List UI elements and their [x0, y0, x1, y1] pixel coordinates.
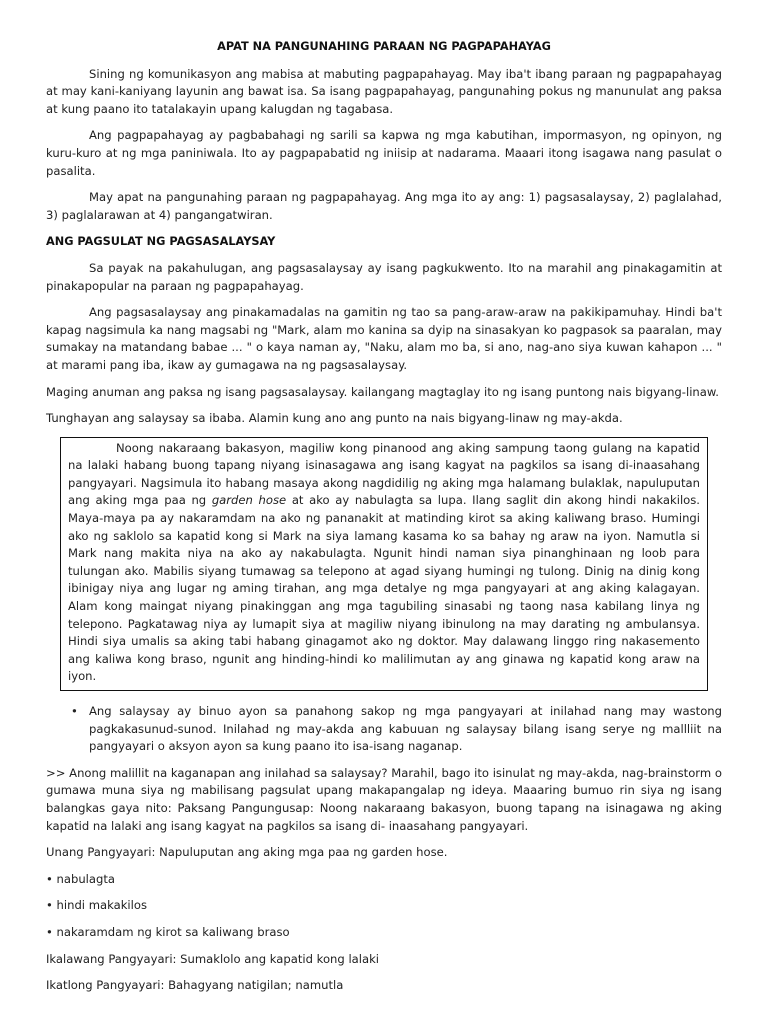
event-line: • hindi makakilos	[46, 898, 148, 913]
intro-paragraph-3: May apat na pangunahing paraan ng pagpapahayag. Ang mga ito ay ang: 1) pagsasalaysay, 2) paglalahad, 3) paglalarawan at 4) pangangatwiran.	[46, 190, 722, 222]
section-heading: ANG PAGSULAT NG PAGSASALAYSAY	[46, 235, 276, 249]
event-line: • nakaramdam ng kirot sa kaliwang braso	[46, 924, 290, 939]
analysis-paragraph: >> Anong malillit na kaganapan ang inilahad sa salaysay? Marahil, bago ito isinulat ng may-akda, nag-brainstorm o gumawa muna siya ng mabilisang pagsulat upang makapangalap ng ideya. Maaaring bumuo rin siya ng isang balangkas gaya nito: Paksang Pangungusap: Noong nakaraang bakasyon, buong tapang na isinagawa ng aking kapatid na lalaki ang isang kagyat na pagkilos sa isang di- inaasahang pangyayari.	[46, 765, 722, 833]
event-line: • nabulagta	[46, 871, 116, 886]
plain-paragraph-2: Tunghayan ang salaysay sa ibaba. Alamin kung ano ang punto na nais bigyang-linaw ng may-akda.	[46, 411, 623, 426]
bullet-text: Ang salaysay ay binuo ayon sa panahong sakop ng mga pangyayari at inilahad nang may wastong pagkakasunud-sunod. Inilahad ng may-akda ang kabuuan ng salaysay bilang isang serye ng mallliit na pangyayari o aksyon ayon sa kung paano ito isa-isang naganap.	[89, 704, 722, 754]
story-text-part-2: at ako ay nabulagta sa lupa. Ilang saglit din akong hindi nakakilos. Maya-maya pa ay nakaramdam na ako ng pananakit at matinding kirot sa aking kaliwang braso. Humingi ako ng saklolo sa kapatid kong si Mark na siya lamang kasama ko sa bahay ng araw na iyon. Namutla si Mark nang makita niya na ako ay nakabulagta. Ngunit hindi naman siya pinanghinaan ng loob para tulungan ako. Mabilis siyang tumawag sa telepono at agad siyang humingi ng tulong. Dinig na dinig kong ibinigay niya ang lugar ng aming tirahan, ang mga detalye ng mga pangyayari at ang aking kalagayan. Alam kong maingat niyang pinakinggan ang mga tagubiling sinasabi ng taong nasa kabilang linya ng telepono. Pagkatawag niya ay lumapit siya at magiliw niyang ibinulong na may darating ng ambulansya. Hindi siya umalis sa aking tabi habang ginagamot ako ng doktor. May dalawang linggo ring nakasemento ang kaliwa kong braso, ngunit ang hinding-hindi ko malilimutan ay ang ginawa ng kapatid kong araw na iyon.	[68, 493, 700, 684]
event-line: Ikatlong Pangyayari: Bahagyang natigilan; namutla	[46, 978, 344, 993]
event-line: Ikalawang Pangyayari: Sumaklolo ang kapatid kong lalaki	[46, 951, 380, 966]
event-line: Unang Pangyayari: Napuluputan ang aking mga paa ng garden hose.	[46, 845, 448, 860]
intro-paragraph-1: Sining ng komunikasyon ang mabisa at mabuting pagpapahayag. May iba't ibang paraan ng pagpapahayag at may kani-kaniyang layunin ang bawat isa. Sa isang pagpapahayag, pangunahing pokus ng manunulat ang paksa at kung paano ito tatalakayin upang kalugdan ng tagabasa.	[46, 66, 722, 116]
page-title: APAT NA PANGUNAHING PARAAN NG PAGPAPAHAYAG	[217, 40, 551, 53]
story-text	[68, 440, 700, 686]
bullet-item	[46, 703, 722, 756]
story-text-part-1: Noong nakaraang bakasyon, magiliw kong pinanood ang aking sampung taong gulang na kapatid na lalaki habang buong tapang niyang isinasagawa ang isang kagyat na pagkilos sa isang di-inaasahang pangyayari. Nagsimula ito habang masaya akong nagdidilig ng aking mga halamang bulaklak, napuluputan ang aking mga paa ng	[68, 440, 700, 508]
story-italic-term: garden hose	[211, 493, 287, 508]
section-paragraph-1: Sa payak na pakahulugan, ang pagsasalaysay ay isang pagkukwento. Ito na marahil ang pinakagamitin at pinakapopular na paraan ng pagpapahayag.	[46, 260, 722, 293]
story-box	[60, 437, 708, 691]
section-paragraph-2: Ang pagsasalaysay ang pinakamadalas na gamitin ng tao sa pang-araw-araw na pakikipamuhay. Hindi ba't kapag nagsimula ka nang magsabi ng "Mark, alam mo kanina sa dyip na sinasakyan ko pagpasok sa paaralan, may sumakay na matandang babae ... " o kaya naman ay, "Naku, alam mo ba, si ano, nag-ano siya kuwan kahapon ... " at marami pang iba, ikaw ay gumagawa na ng pagsasalaysay.	[46, 305, 722, 372]
bullet-dot-icon: •	[71, 704, 78, 718]
intro-paragraph-2: Ang pagpapahayag ay pagbabahagi ng sarili sa kapwa ng mga kabutihan, impormasyon, ng opinyon, ng kuru-kuro at ng mga paniniwala. Ito ay pagpapabatid ng iniisip at nadarama. Maaari itong isagawa nang pasulat o pasalita.	[46, 128, 722, 178]
plain-paragraph-1: Maging anuman ang paksa ng isang pagsasalaysay. kailangang magtaglay ito ng isang puntong nais bigyang-linaw.	[46, 384, 719, 399]
